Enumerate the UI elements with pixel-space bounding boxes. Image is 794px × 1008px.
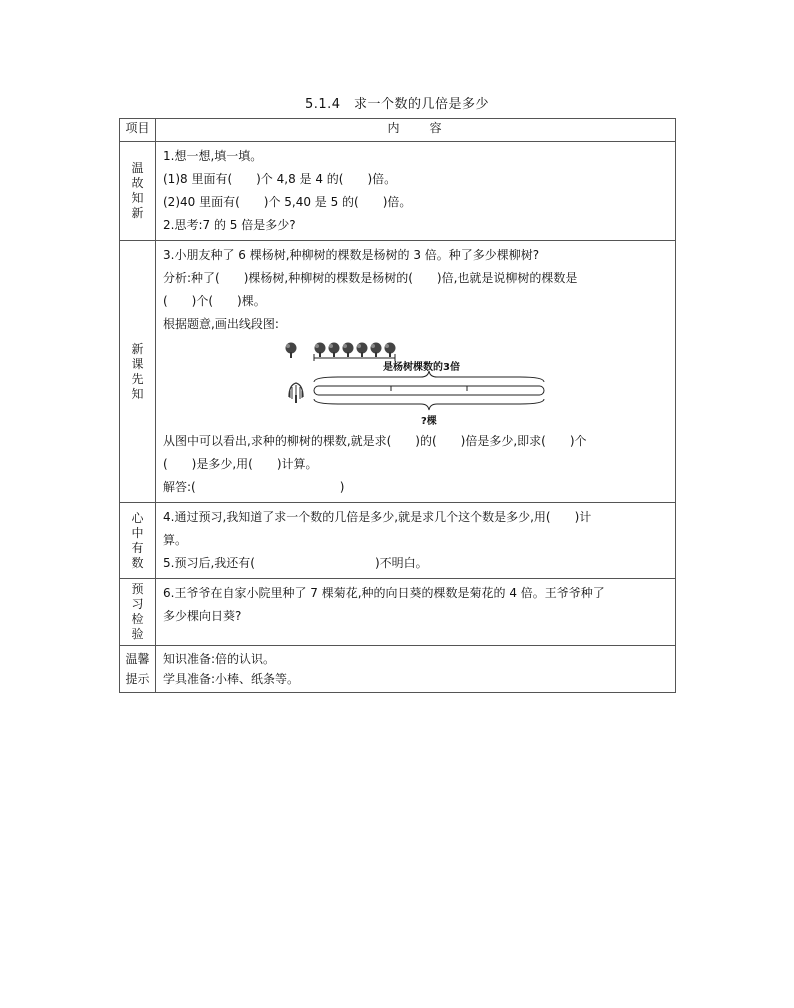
tip-knowledge: 知识准备:倍的认识。 [163, 652, 276, 666]
section-review [120, 142, 676, 241]
question-2: 2.思考:7 的 5 倍是多少? [163, 218, 296, 232]
poplar-icon [357, 343, 368, 358]
page-title: 5.1.4 求一个数的几倍是多少 [304, 97, 490, 112]
section-tips [120, 646, 676, 693]
section-label-tips: 温馨 提示 [120, 646, 156, 693]
willow-icon [289, 383, 303, 403]
poplar-icon [385, 343, 396, 358]
header-content: 内 容 [156, 119, 676, 142]
section-body-preview [156, 241, 676, 503]
analysis-line-2: ( )个( )棵。 [163, 294, 266, 308]
poplar-reference-icon [286, 343, 297, 359]
poplar-icon [315, 343, 326, 358]
header-item: 项目 [120, 119, 156, 142]
diagram-svg [163, 336, 663, 430]
section-preview [120, 241, 676, 503]
line-segment-diagram [163, 336, 675, 430]
answer-line: 解答:( ) [163, 480, 345, 494]
question-1-2: (2)40 里面有( )个 5,40 是 5 的( )倍。 [163, 195, 412, 209]
question-1-1: (1)8 里面有( )个 4,8 是 4 的( )倍。 [163, 172, 397, 186]
section-check [120, 579, 676, 646]
worksheet-table [119, 118, 676, 693]
section-summary [120, 503, 676, 579]
analysis-line-1: 分析:种了( )棵杨树,种柳树的棵数是杨树的( )倍,也就是说柳树的棵数是 [163, 271, 578, 285]
section-label-review: 温故知新 [120, 142, 156, 241]
poplar-icon [343, 343, 354, 358]
question-3: 3.小朋友种了 6 棵杨树,种柳树的棵数是杨树的 3 倍。种了多少棵柳树? [163, 248, 540, 262]
tip-materials: 学具准备:小棒、纸条等。 [163, 672, 300, 686]
question-5: 5.预习后,我还有( )不明白。 [163, 556, 428, 570]
question-4: 4.通过预习,我知道了求一个数的几倍是多少,就是求几个这个数是多少,用( )计 [163, 510, 592, 524]
diagram-instruction: 根据题意,画出线段图: [163, 317, 279, 331]
willow-segment [314, 386, 544, 395]
section-body-summary [156, 503, 676, 579]
section-label-check: 预习检验 [120, 579, 156, 646]
bottom-brace [314, 399, 544, 410]
question-6: 6.王爷爷在自家小院里种了 7 棵菊花,种的向日葵的棵数是菊花的 4 倍。王爷爷种了 [163, 586, 605, 600]
header-row [120, 119, 676, 142]
poplar-icon [371, 343, 382, 358]
section-label-summary: 心中有数 [120, 503, 156, 579]
section-body-check [156, 579, 676, 646]
question-4-cont: 算。 [163, 533, 188, 547]
observation-line-2: ( )是多少,用( )计算。 [163, 457, 318, 471]
section-body-review [156, 142, 676, 241]
section-label-preview: 新课先知 [120, 241, 156, 503]
question-6-cont: 多少棵向日葵? [163, 609, 242, 623]
diagram-top-label: 是杨树棵数的3倍 [383, 362, 460, 373]
section-body-tips [156, 646, 676, 693]
question-1: 1.想一想,填一填。 [163, 149, 263, 163]
diagram-bottom-label: ?棵 [421, 416, 437, 427]
poplar-icon [329, 343, 340, 358]
observation-line-1: 从图中可以看出,求种的柳树的棵数,就是求( )的( )倍是多少,即求( )个 [163, 434, 587, 448]
